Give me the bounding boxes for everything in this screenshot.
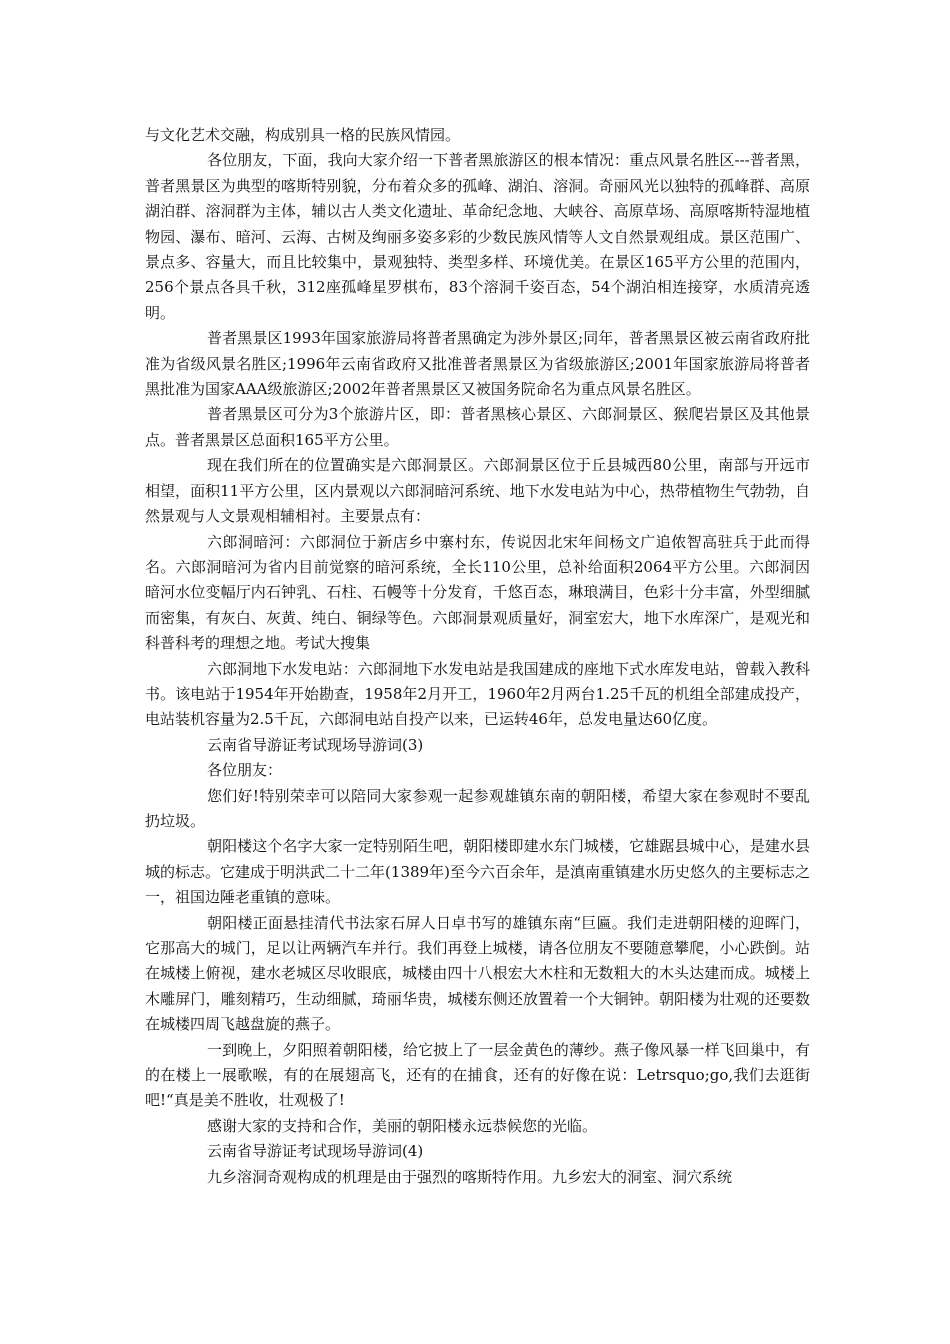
paragraph-jiuxiang-intro: 九乡溶洞奇观构成的机理是由于强烈的喀斯特作用。九乡宏大的洞室、洞穴系统	[207, 1167, 733, 1186]
paragraph-puzhehei-history: 普者黑景区1993年国家旅游局将普者黑确定为涉外景区;同年，普者黑景区被云南省政府批准为省级风景名胜区;1996年云南省政府又批准普者黑景区为省级旅游区;2001年国家旅游局将普者黑批准为国家AAA级旅游区;2002年普者黑景区又被国务院命名为重点风景名胜区。	[145, 329, 810, 399]
section-heading-4: 云南省导游证考试现场导游词(4)	[207, 1142, 424, 1161]
document-page	[145, 123, 810, 1190]
paragraph-greeting: 各位朋友：	[207, 761, 283, 780]
section-heading-3: 云南省导游证考试现场导游词(3)	[207, 735, 424, 754]
paragraph-continuation: 与文化艺术交融，构成别具一格的民族风情园。	[145, 126, 461, 144]
paragraph-chaoyang-evening: 一到晚上，夕阳照着朝阳楼，给它披上了一层金黄色的薄纱。燕子像风暴一样飞回巢中，有的在楼上一展歌喉，有的在展翅高飞，还有的在捕食，还有的好像在说：Letrsquo;go,我们去逛街吧!“真是美不胜收，壮观极了!	[145, 1040, 810, 1110]
paragraph-welcome: 您们好!特别荣幸可以陪同大家参观一起参观雄镇东南的朝阳楼，希望大家在参观时不要乱扔垃圾。	[145, 786, 810, 830]
paragraph-liulangdong-location: 现在我们所在的位置确实是六郎洞景区。六郎洞景区位于丘县城西80公里，南部与开远市相望，面积11平方公里，区内景观以六郎洞暗河系统、地下水发电站为中心，热带植物生气勃勃，自然景观与人文景观相辅相衬。主要景点有：	[145, 456, 810, 526]
paragraph-puzhehei-areas: 普者黑景区可分为3个旅游片区，即：普者黑核心景区、六郎洞景区、猴爬岩景区及其他景点。普者黑景区总面积165平方公里。	[145, 405, 810, 449]
paragraph-puzhehei-overview: 各位朋友，下面，我向大家介绍一下普者黑旅游区的根本情况：重点风景名胜区---普者黑，普者黑景区为典型的喀斯特别貌，分布着众多的孤峰、湖泊、溶洞。奇丽风光以独特的孤峰群、高原湖泊群、溶洞群为主体，辅以古人类文化遗址、革命纪念地、大峡谷、高原草场、高原喀斯特湿地植物园、瀑布、暗河、云海、古树及绚丽多姿多彩的少数民族风情等人文自然景观组成。景区范围广、景点多、容量大，而且比较集中，景观独特、类型多样、环境优美。在景区165平方公里的范围内，256个景点各具千秋，312座孤峰星罗棋布，83个溶洞千姿百态，54个湖泊相连接穿，水质清亮透明。	[145, 151, 810, 322]
paragraph-chaoyang-details: 朝阳楼正面悬挂清代书法家石屏人日卓书写的雄镇东南“巨匾。我们走进朝阳楼的迎晖门，它那高大的城门，足以让两辆汽车并行。我们再登上城楼，请各位朋友不要随意攀爬，小心跌倒。站在城楼上俯视，建水老城区尽收眼底，城楼由四十八根宏大木柱和无数粗大的木头达建而成。城楼上木雕屏门，雕刻精巧，生动细腻，琦丽华贵，城楼东侧还放置着一个大铜钟。朝阳楼为壮观的还要数在城楼四周飞越盘旋的燕子。	[145, 913, 810, 1034]
paragraph-liulangdong-power-station: 六郎洞地下水发电站：六郎洞地下水发电站是我国建成的座地下式水库发电站，曾载入教科书。该电站于1954年开始勘查，1958年2月开工，1960年2月两台1.25千瓦的机组全部建成投产，电站装机容量为2.5千瓦，六郎洞电站自投产以来，已运转46年，总发电量达60亿度。	[145, 659, 810, 729]
paragraph-thanks: 感谢大家的支持和合作，美丽的朝阳楼永远恭候您的光临。	[207, 1116, 598, 1135]
paragraph-liulangdong-river: 六郎洞暗河：六郎洞位于新店乡中寨村东，传说因北宋年间杨文广追侬智高驻兵于此而得名。六郎洞暗河为省内目前觉察的暗河系统，全长110公里，总补给面积2064平方公里。六郎洞因暗河水位变幅厅内石钟乳、石柱、石幔等十分发育，千悠百态，琳琅满目，色彩十分丰富，外型细腻而密集，有灰白、灰黄、纯白、铜绿等色。六郎洞景观质量好，洞室宏大，地下水库深广，是观光和科普科考的理想之地。考试大搜集	[145, 532, 810, 653]
paragraph-chaoyang-intro: 朝阳楼这个名字大家一定特别陌生吧，朝阳楼即建水东门城楼，它雄踞县城中心，是建水县城的标志。它建成于明洪武二十二年(1389年)至今六百余年，是滇南重镇建水历史悠久的主要标志之一，祖国边陲老重镇的意味。	[145, 837, 810, 907]
